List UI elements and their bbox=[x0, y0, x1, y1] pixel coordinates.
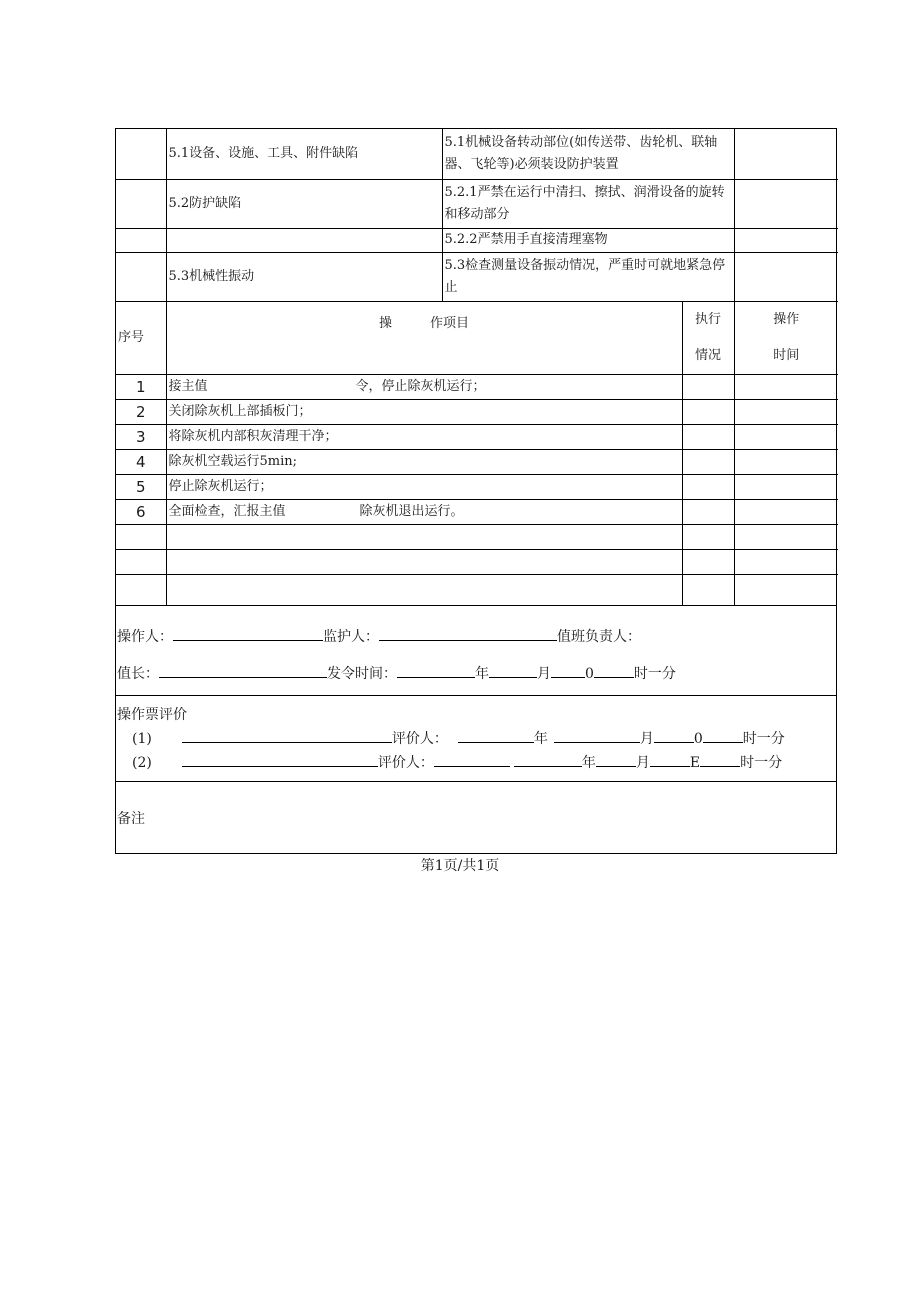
exec-header bbox=[682, 302, 734, 375]
shift-lead-label: 值班负责人： bbox=[557, 628, 641, 645]
item-header bbox=[166, 302, 682, 375]
eval-2-time: 时一分 bbox=[740, 754, 783, 771]
step-row bbox=[116, 375, 838, 400]
eval-1-time: 时一分 bbox=[742, 730, 785, 747]
step-row-empty bbox=[116, 575, 838, 605]
step-number: 5 bbox=[116, 475, 166, 500]
time-header bbox=[734, 302, 838, 375]
step-exec-cell[interactable] bbox=[682, 400, 734, 425]
evaluation-row-1 bbox=[132, 728, 785, 748]
eval-1-label: (1) bbox=[132, 730, 152, 747]
hazard-empty-cell bbox=[116, 129, 166, 179]
order-year-label: 年 bbox=[475, 665, 489, 682]
step-text-a: 关闭除灰机上部插板门； bbox=[168, 404, 312, 419]
step-exec-cell[interactable] bbox=[682, 500, 734, 525]
step-number: 3 bbox=[116, 425, 166, 450]
eval-1-month-field[interactable] bbox=[554, 728, 640, 743]
empty-cell bbox=[116, 525, 166, 550]
remarks-section bbox=[116, 781, 836, 853]
order-time-label: 发令时间： bbox=[327, 665, 397, 682]
hazard-check-cell bbox=[734, 179, 838, 228]
step-text-b: 除灰机退出运行。 bbox=[359, 504, 464, 519]
hazard-empty-cell bbox=[116, 228, 166, 252]
eval-2-day-field[interactable] bbox=[650, 752, 690, 767]
signature-section bbox=[116, 605, 836, 695]
signature-line-1 bbox=[117, 626, 641, 646]
step-time-cell[interactable] bbox=[734, 525, 838, 550]
eval-2-year: 年 bbox=[581, 754, 596, 771]
step-row bbox=[116, 500, 838, 525]
hazard-measure: 5.2.1严禁在运行中清扫、擦拭、润滑设备的旋转和移动部分 bbox=[442, 179, 734, 228]
step-text bbox=[166, 400, 682, 425]
eval-1-comment-field[interactable] bbox=[182, 728, 392, 743]
order-hour-field[interactable] bbox=[594, 663, 634, 678]
eval-2-month: 月 bbox=[635, 754, 650, 771]
hazard-measure: 5.2.2严禁用手直接清理塞物 bbox=[442, 228, 734, 252]
step-text-a: 停止除灰机运行； bbox=[168, 479, 273, 494]
page-footer: 第1页/共1页 bbox=[420, 858, 500, 874]
eval-2-evaluator-label: 评价人： bbox=[377, 754, 434, 771]
eval-1-day-field[interactable] bbox=[654, 728, 694, 743]
order-day-field[interactable] bbox=[551, 663, 585, 678]
step-time-cell[interactable] bbox=[734, 425, 838, 450]
step-number: 6 bbox=[116, 500, 166, 525]
step-exec-cell[interactable] bbox=[682, 525, 734, 550]
operation-steps-table bbox=[116, 302, 838, 605]
eval-2-year-field-b[interactable] bbox=[514, 752, 582, 767]
order-month-label: 月 bbox=[537, 665, 551, 682]
hazard-row bbox=[116, 179, 838, 228]
time-header-b: 时间 bbox=[773, 347, 800, 363]
hazard-category: 5.1设备、设施、工具、附件缺陷 bbox=[166, 129, 442, 179]
operator-label: 操作人： bbox=[117, 628, 173, 645]
time-header-a: 操作 bbox=[773, 311, 800, 327]
step-exec-cell[interactable] bbox=[682, 575, 734, 605]
hazard-empty-cell bbox=[116, 179, 166, 228]
evaluation-section bbox=[116, 695, 836, 781]
step-exec-cell[interactable] bbox=[682, 550, 734, 575]
signature-line-2 bbox=[117, 663, 676, 683]
step-text bbox=[166, 475, 682, 500]
hazard-category bbox=[166, 228, 442, 252]
eval-2-month-field[interactable] bbox=[596, 752, 636, 767]
hazard-measure: 5.3检查测量设备振动情况，严重时可就地紧急停止 bbox=[442, 252, 734, 301]
step-row-empty bbox=[116, 525, 838, 550]
empty-cell bbox=[166, 550, 682, 575]
step-text-a: 除灰机空载运行5min; bbox=[168, 454, 298, 469]
hazard-row bbox=[116, 252, 838, 301]
exec-header-b: 情况 bbox=[694, 347, 721, 363]
empty-cell bbox=[116, 550, 166, 575]
step-time-cell[interactable] bbox=[734, 475, 838, 500]
seq-header: 序号 bbox=[116, 302, 166, 375]
step-text bbox=[166, 425, 682, 450]
hazard-category: 5.3机械性振动 bbox=[166, 252, 442, 301]
eval-1-year: 年 bbox=[533, 730, 548, 747]
hazard-category: 5.2防护缺陷 bbox=[166, 179, 442, 228]
step-exec-cell[interactable] bbox=[682, 450, 734, 475]
step-time-cell[interactable] bbox=[734, 500, 838, 525]
chief-field[interactable] bbox=[159, 663, 327, 678]
step-time-cell[interactable] bbox=[734, 450, 838, 475]
guardian-field[interactable] bbox=[379, 626, 557, 641]
eval-2-hour-field[interactable] bbox=[700, 752, 740, 767]
operator-field[interactable] bbox=[173, 626, 323, 641]
order-day-mark: 0 bbox=[585, 665, 594, 682]
exec-header-a: 执行 bbox=[694, 311, 721, 327]
order-time-mark: 时一分 bbox=[633, 665, 676, 682]
step-exec-cell[interactable] bbox=[682, 475, 734, 500]
step-time-cell[interactable] bbox=[734, 575, 838, 605]
ops-header-row bbox=[116, 302, 838, 375]
eval-2-label: (2) bbox=[132, 754, 152, 771]
step-exec-cell[interactable] bbox=[682, 375, 734, 400]
hazard-table bbox=[116, 129, 838, 302]
evaluation-title: 操作票评价 bbox=[117, 706, 187, 723]
item-header-a: 操 bbox=[378, 315, 392, 331]
order-year-field[interactable] bbox=[397, 663, 475, 678]
empty-cell bbox=[166, 575, 682, 605]
operation-ticket-sheet bbox=[115, 128, 837, 854]
hazard-check-cell bbox=[734, 129, 838, 179]
step-row bbox=[116, 400, 838, 425]
step-text bbox=[166, 450, 682, 475]
step-text-a: 全面检查，汇报主值 bbox=[168, 504, 286, 519]
step-row-empty bbox=[116, 550, 838, 575]
eval-2-day: E bbox=[689, 754, 701, 771]
step-text-a: 接主值 bbox=[168, 379, 208, 394]
step-text bbox=[166, 500, 682, 525]
step-number: 1 bbox=[116, 375, 166, 400]
step-time-cell[interactable] bbox=[734, 400, 838, 425]
eval-2-comment-field[interactable] bbox=[182, 752, 378, 767]
step-text bbox=[166, 375, 682, 400]
step-row bbox=[116, 450, 838, 475]
step-time-cell[interactable] bbox=[734, 550, 838, 575]
step-text-a: 将除灰机内部积灰清理干净； bbox=[168, 429, 338, 444]
order-month-field[interactable] bbox=[489, 663, 537, 678]
hazard-empty-cell bbox=[116, 252, 166, 301]
step-row bbox=[116, 475, 838, 500]
hazard-check-cell bbox=[734, 228, 838, 252]
empty-cell bbox=[116, 575, 166, 605]
step-text-b: 令，停止除灰机运行； bbox=[355, 379, 486, 394]
step-number: 4 bbox=[116, 450, 166, 475]
remarks-label: 备注 bbox=[117, 810, 145, 827]
step-number: 2 bbox=[116, 400, 166, 425]
eval-1-hour-field[interactable] bbox=[703, 728, 743, 743]
guardian-label: 监护人： bbox=[323, 628, 379, 645]
step-time-cell[interactable] bbox=[734, 375, 838, 400]
eval-1-year-field[interactable] bbox=[458, 728, 534, 743]
eval-2-year-field-a[interactable] bbox=[434, 752, 510, 767]
hazard-row bbox=[116, 228, 838, 252]
empty-cell bbox=[166, 525, 682, 550]
hazard-check-cell bbox=[734, 252, 838, 301]
eval-1-day: 0 bbox=[693, 730, 703, 747]
step-exec-cell[interactable] bbox=[682, 425, 734, 450]
hazard-row bbox=[116, 129, 838, 179]
eval-1-evaluator-label: 评价人： bbox=[391, 730, 448, 747]
hazard-measure: 5.1机械设备转动部位(如传送带、齿轮机、联轴器、飞轮等)必须装设防护装置 bbox=[442, 129, 734, 179]
evaluation-row-2 bbox=[132, 752, 782, 772]
eval-1-month: 月 bbox=[639, 730, 654, 747]
chief-label: 值长： bbox=[117, 665, 159, 682]
step-row bbox=[116, 425, 838, 450]
item-header-b: 作项目 bbox=[430, 315, 470, 331]
